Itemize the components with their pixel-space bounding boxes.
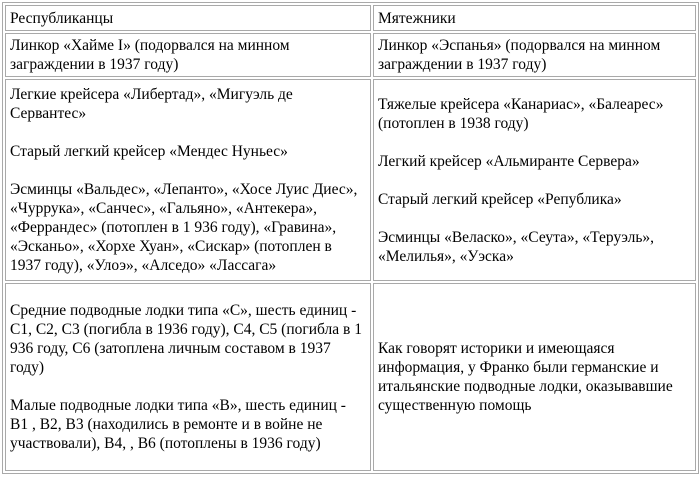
rebels-battleships: Линкор «Эспанья» (подорвался на минном заграждении в 1937 году) [373,33,696,77]
republicans-battleships: Линкор «Хайме I» (подорвался на минном заграждении в 1937 году) [5,33,371,77]
republicans-submarines-cell [5,283,371,471]
republicans-old-light-cruiser: Старый легкий крейсер «Мендес Нуньес» [10,143,288,160]
rebels-submarines: Как говорят историки и имеющаяся информация, у Франко были германские и итальянские подводные лодки, оказывавшие существенную помощь [373,283,696,471]
submarines-row [5,283,696,471]
rebels-destroyers: Эсминцы «Веласко», «Сеута», «Теруэль», «Мелилья», «Уэска» [378,228,655,265]
header-row [5,5,696,31]
republicans-destroyers: Эсминцы «Вальдес», «Лепанто», «Хосе Луис Диес», «Чуррука», «Санчес», «Гальяно», «Антекера», «Феррандес» (потоплен в 1 936 году), «Гравина», «Эсканьо», «Хорхе Хуан», «Сискар» (потоплен в 1937 году), «Улоэ», «Алседо» «Лассага» [10,181,358,274]
republicans-light-cruisers: Легкие крейсера «Либертад», «Мигуэль де Сервантес» [10,86,293,122]
republicans-medium-submarines: Средние подводные лодки типа «С», шесть единиц - С1, С2, С3 (погибла в 1936 году), С4, С5 (погибла в 1 936 году, С6 (затоплена личным составом в 1937 году) [10,302,362,376]
republicans-cruisers-destroyers-cell [5,79,371,281]
republicans-small-submarines: Малые подводные лодки типа «В», шесть единиц - В1 , В2, В3 (находились в ремонте и в войне не участвовали), В4, , В6 (потоплены в 1936 году) [10,397,346,452]
fleet-comparison-table [2,2,699,474]
cruisers-destroyers-row [5,79,696,281]
rebels-old-light-cruiser: Старый легкий крейсер «Република» [378,190,622,208]
header-rebels: Мятежники [373,5,696,31]
header-republicans: Республиканцы [5,5,371,31]
rebels-heavy-cruisers: Тяжелые крейсера «Канариас», «Балеарес» (потоплен в 1938 году) [378,95,664,132]
rebels-light-cruiser: Легкий крейсер «Альмиранте Сервера» [378,152,640,170]
rebels-cruisers-destroyers-cell [373,79,696,281]
battleships-row [5,33,696,77]
